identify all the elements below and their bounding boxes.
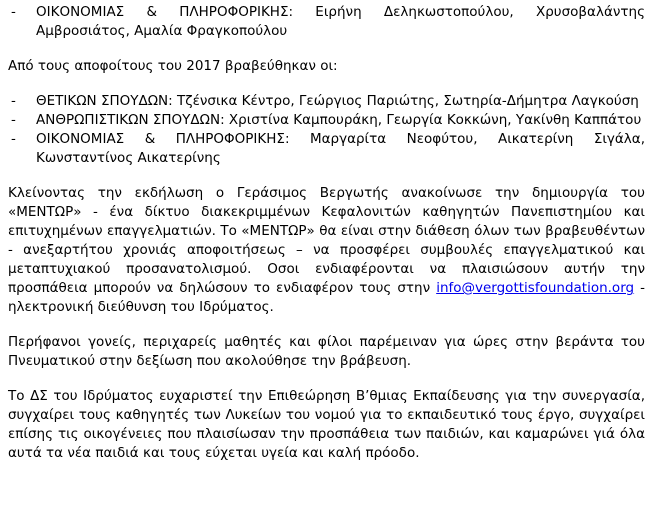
email-link[interactable]: info@vergottisfoundation.org [436,280,635,296]
bullet-marker: - [11,93,16,109]
bullet-marker: - [11,112,16,128]
reception-paragraph: Περήφανοι γονείς, περιχαρείς μαθητές και φίλοι παρέμειναν για ώρες στην βεράντα του Πνευματικού στην δεξίωση που ακολούθησε την βράβευση. [8,334,645,369]
award-list-continued [8,3,645,41]
awardees-2017-list [8,92,645,168]
list-item [8,92,645,111]
list-item [8,111,645,130]
list-item [8,130,645,168]
list-item-text: ΑΝΘΡΩΠΙΣΤΙΚΩΝ ΣΠΟΥΔΩΝ: Χριστίνα Καμπουράκη, Γεωργία Κοκκώνη, Υακίνθη Καππάτου [36,112,642,128]
list-item-text: ΟΙΚΟΝΟΜΙΑΣ & ΠΛΗΡΟΦΟΡΙΚΗΣ: Ειρήνη Δεληκωστοπούλου, Χρυσοβαλάντης Αμβροσιάτος, Αμαλία Φραγκοπούλου [36,4,645,39]
bullet-marker: - [11,4,16,20]
mentor-paragraph-text-after-link: - ηλεκτρονική διεύθυνση του Ιδρύματος. [8,280,645,315]
list-item [8,3,645,41]
intro-paragraph: Από τους αποφοίτους του 2017 βραβεύθηκαν οι: [8,58,338,74]
list-item-text: ΟΙΚΟΝΟΜΙΑΣ & ΠΛΗΡΟΦΟΡΙΚΗΣ: Μαργαρίτα Νεοφύτου, Αικατερίνη Σιγάλα, Κωνσταντίνος Αικατερίνης [36,131,645,166]
mentor-paragraph-text-before-link: Κλείνοντας την εκδήλωση ο Γεράσιμος Βεργωτής ανακοίνωσε την δημιουργία του «ΜΕΝΤΩΡ» - ένα δίκτυο διακεκριμμένων Κεφαλονιτών καθηγητών Πανεπιστημίου και επιτυχημένων επαγγελματιών. Το «ΜΕΝΤΩΡ» θα είναι στην διάθεση όλων των βραβευθέντων - ανεξαρτήτου χρονιάς αποφοιτήσεως – να προσφέρει συμβουλές επαγγελματικού και μεταπτυχιακού προσανατολισμού. Οσοι ενδιαφέρονται να πλαισιώσουν αυτήν την προσπάθεια μπορούν να δηλώσουν το ενδιαφέρον τους στην [8,185,645,296]
mentor-paragraph [8,184,645,317]
list-item-text: ΘΕΤΙΚΩΝ ΣΠΟΥΔΩΝ: Τζένσικα Κέντρο, Γεώργιος Παριώτης, Σωτηρία-Δήμητρα Λαγκούση [36,93,639,109]
closing-paragraph: Το ΔΣ του Ιδρύματος ευχαριστεί την Επιθεώρηση Β’θμιας Εκπαίδευσης για την συνεργασία, συγχαίρει τους καθηγητές των Λυκείων του νομού για το εκπαιδευτικό τους έργο, συγχαίρει επίσης τις οικογένειες που πλαισίωσαν την προσπάθεια των παιδιών, και καμαρώνει γιά όλα αυτά τα νέα παιδιά και τους εύχεται υγεία και καλή πρόοδο. [8,388,645,461]
bullet-marker: - [11,131,16,147]
